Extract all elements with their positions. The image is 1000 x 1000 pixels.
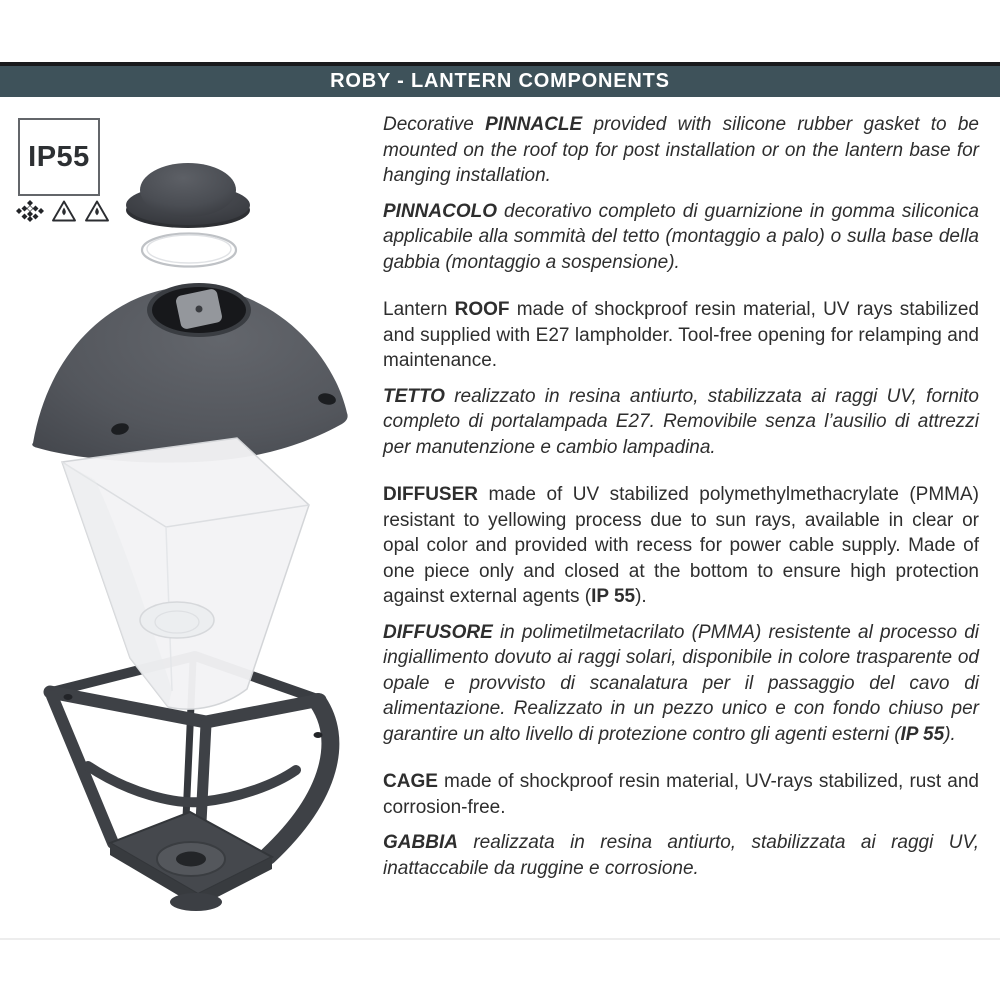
diffuser-en-paragraph: DIFFUSER made of UV stabilized polymethylmethacrylate (PMMA) resistant to yellowing process due to sun rays, available in clear or opal color and provided with recess for power cable supply. Made of one piece only and closed at the bottom to ensure high protection against external agents (IP 55).	[383, 484, 979, 607]
cage-en-paragraph: CAGE made of shockproof resin material, UV-rays stabilized, rust and corrosion-free.	[383, 771, 979, 818]
section-header-bar	[0, 62, 1000, 97]
roof-en-paragraph: Lantern ROOF made of shockproof resin material, UV rays stabilized and supplied with E27 lampholder. Tool-free opening for relamping and maintenance.	[383, 299, 979, 371]
pinnacle-part	[126, 163, 250, 228]
pinnacle-en-paragraph: Decorative PINNACLE provided with silicone rubber gasket to be mounted on the roof top for post installation or on the lantern base for hanging installation.	[383, 114, 979, 186]
cage-it-paragraph: GABBIA realizzata in resina antiurto, stabilizzata ai raggi UV, inattaccabile da ruggine e corrosione.	[383, 832, 979, 879]
ip-rating-label: IP55	[28, 140, 90, 173]
diffuser-part	[62, 438, 309, 709]
diffuser-it-paragraph: DIFFUSORE in polimetilmetacrilato (PMMA) resistente al processo di ingiallimento dovuto ai raggi solari, disponibile in colore trasparente od opale e provvisto di scanalatura per il passaggio del cavo di alimentazione. Realizzato in un pezzo unico e con fondo chiuso per garantire un alto livello di protezione contro gli agenti esterni (IP 55).	[383, 621, 979, 745]
roof-it-paragraph: TETTO realizzato in resina antiurto, stabilizzata ai raggi UV, fornito completo di portalampada E27. Removibile senza l’ausilio di attrezzi per manutenzione e cambio lampadina.	[383, 385, 979, 458]
gasket-ring-part	[142, 234, 236, 267]
description-column	[383, 112, 979, 891]
roof-part	[32, 283, 347, 463]
cage-part	[50, 692, 330, 911]
footer-divider	[0, 938, 1000, 940]
page-title: ROBY - LANTERN COMPONENTS	[330, 70, 670, 92]
pinnacle-it-paragraph: PINNACOLO decorativo completo di guarnizione in gomma siliconica applicabile alla sommità del tetto (montaggio a palo) o sulla base della gabbia (montaggio a sospensione).	[383, 200, 979, 273]
lantern-exploded-diagram	[0, 150, 380, 950]
